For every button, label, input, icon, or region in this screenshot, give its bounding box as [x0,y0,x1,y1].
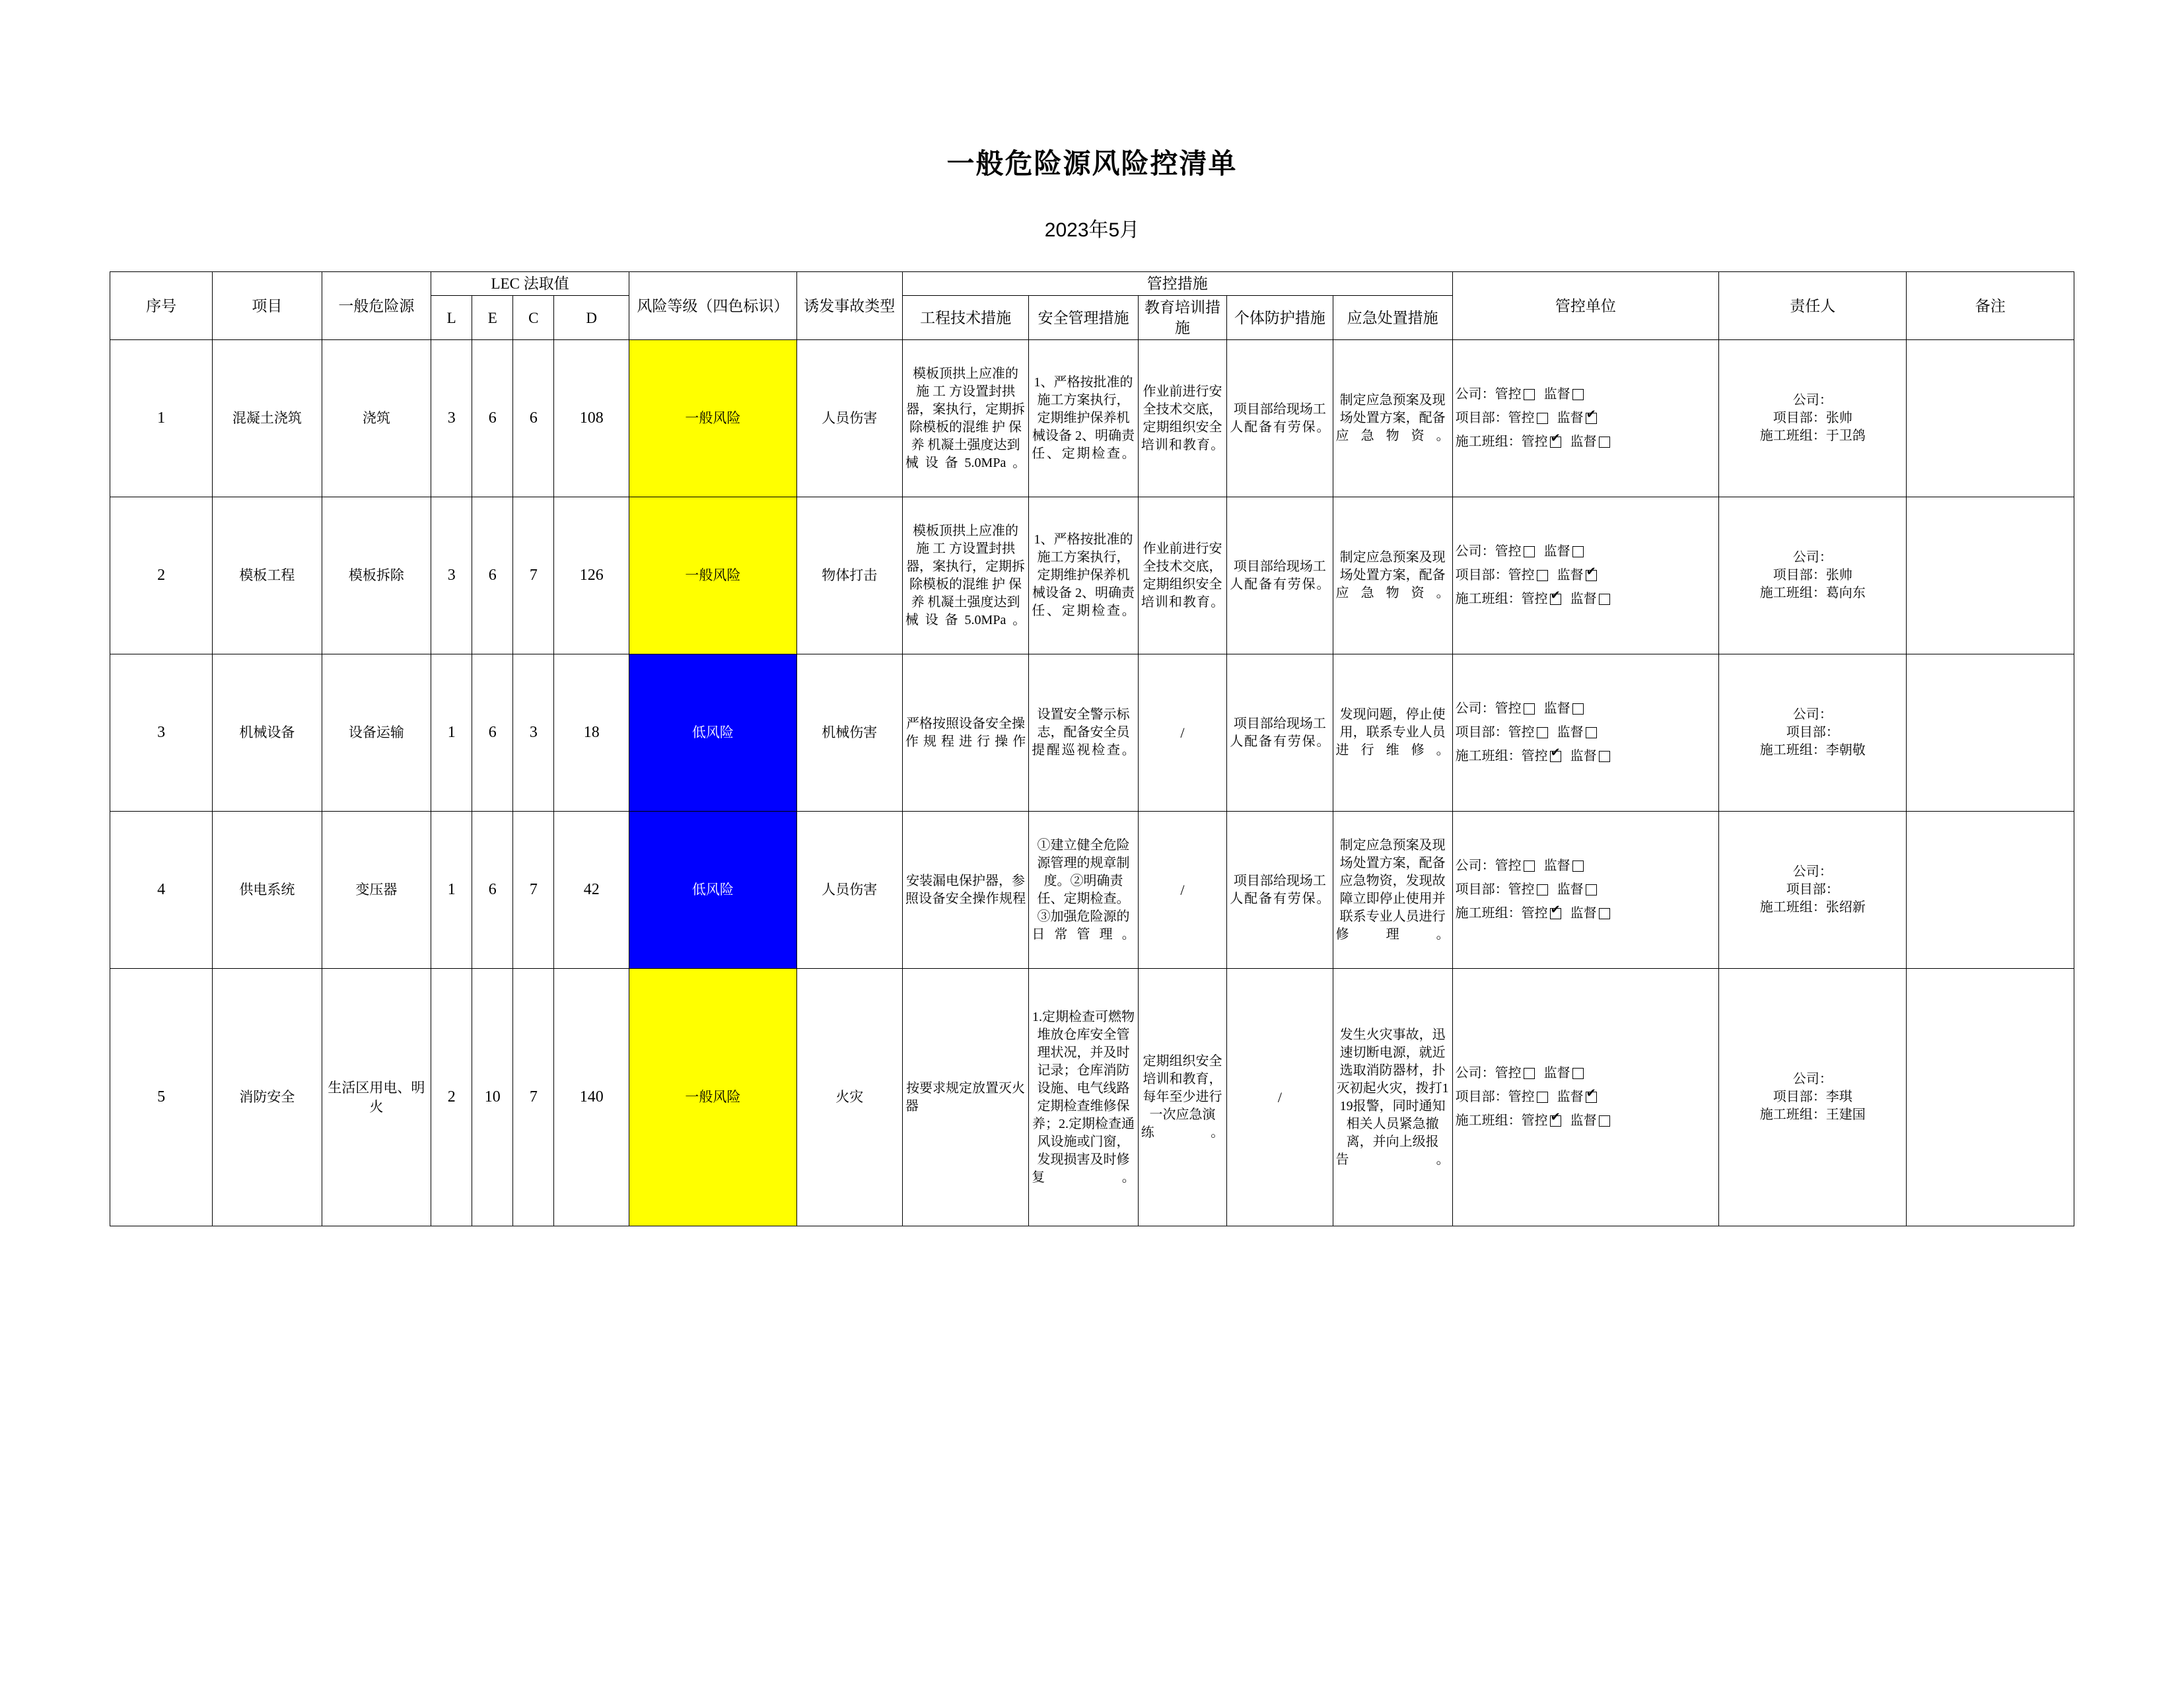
supervise-checkbox[interactable] [1599,1115,1610,1127]
responsible-line: 项目部：张帅 [1773,568,1852,583]
control-unit-label: 施工班组： [1455,1113,1522,1129]
cell-accident-type: 物体打击 [796,497,902,654]
cell-measure-ppe: 项目部给现场工人配备有劳保。 [1227,654,1333,812]
control-label: 管控 [1521,592,1548,607]
control-unit-row [1456,724,1716,742]
control-label: 管控 [1495,701,1522,717]
risk-level-badge: 低风险 [629,812,796,969]
risk-level-badge: 一般风险 [629,340,796,497]
responsible-line: 公司： [1792,864,1833,880]
table-body [110,340,2074,1226]
cell-responsible [1719,497,1907,654]
control-label: 管控 [1521,906,1548,921]
supervise-label: 监督 [1570,749,1597,764]
table-row [110,340,2074,497]
cell-lec-e: 6 [472,340,513,497]
cell-hazard: 变压器 [322,812,431,969]
cell-measure-training: 作业前进行安全技术交底，定期组织安全培训和教育。 [1138,497,1226,654]
cell-measure-training: / [1138,654,1226,812]
supervise-checkbox[interactable] [1599,437,1610,448]
th-risk-level: 风险等级（四色标识） [629,272,796,340]
cell-lec-e: 6 [472,812,513,969]
cell-measure-engineering: 按要求规定放置灭火器 [902,969,1028,1226]
th-lec-d: D [554,296,629,340]
cell-control-unit [1452,812,1718,969]
responsible-line: 公司： [1792,707,1833,722]
supervise-label: 监督 [1543,701,1570,717]
responsible-line: 公司： [1792,393,1833,408]
page-subtitle: 2023年5月 [1044,219,1140,241]
th-m-emergency: 应急处置措施 [1333,296,1452,340]
cell-measure-ppe: 项目部给现场工人配备有劳保。 [1227,812,1333,969]
control-unit-row [1456,409,1716,427]
risk-level-badge: 一般风险 [629,497,796,654]
supervise-label: 监督 [1570,906,1597,921]
supervise-checkbox[interactable] [1572,703,1584,715]
cell-lec-c: 3 [513,654,554,812]
control-unit-label: 项目部： [1455,1090,1508,1105]
responsible-line: 施工班组：张绍新 [1759,900,1866,915]
cell-lec-c: 7 [513,812,554,969]
cell-seq: 1 [110,340,213,497]
document-page [0,142,2184,1686]
responsible-line: 公司： [1792,1072,1833,1087]
cell-lec-l: 1 [431,654,472,812]
supervise-label: 监督 [1570,1113,1597,1129]
control-checkbox[interactable] [1524,703,1535,715]
cell-lec-c: 6 [513,340,554,497]
control-unit-row [1456,543,1716,561]
cell-lec-c: 7 [513,497,554,654]
cell-seq: 2 [110,497,213,654]
cell-control-unit [1452,969,1718,1226]
control-checkbox[interactable] [1524,1068,1535,1079]
control-checkbox[interactable] [1537,413,1548,424]
control-unit-label: 公司： [1455,701,1495,717]
control-unit-label: 施工班组： [1455,906,1522,921]
cell-responsible [1719,969,1907,1226]
cell-measure-emergency: 发生火灾事故，迅速切断电源，就近选取消防器材，扑灭初起火灾，拨打119报警，同时通知相关人员紧急撤离，并向上级报告。 [1333,969,1452,1226]
risk-level-badge: 一般风险 [629,969,796,1226]
th-m-training: 教育培训措施 [1138,296,1226,340]
cell-lec-d: 42 [554,812,629,969]
supervise-checkbox[interactable] [1599,594,1610,605]
control-unit-row [1456,590,1716,608]
th-project: 项目 [213,272,322,340]
cell-seq: 4 [110,812,213,969]
cell-hazard: 设备运输 [322,654,431,812]
th-lec-group: LEC 法取值 [431,272,629,296]
supervise-label: 监督 [1557,725,1584,740]
risk-control-table [110,271,2074,1226]
cell-accident-type: 火灾 [796,969,902,1226]
responsible-line: 项目部：李琪 [1773,1090,1852,1105]
cell-measure-safety-mgmt: 1、严格按批准的施工方案执行，定期维护保养机械设备 2、明确责任、定期检查。 [1029,497,1139,654]
th-lec-l: L [431,296,472,340]
cell-project: 混凝土浇筑 [213,340,322,497]
control-checkbox[interactable] [1537,727,1548,738]
supervise-label: 监督 [1543,544,1570,559]
cell-remark [1907,340,2074,497]
th-seq: 序号 [110,272,213,340]
supervise-label: 监督 [1543,387,1570,402]
cell-project: 模板工程 [213,497,322,654]
control-unit-row [1456,1088,1716,1106]
supervise-label: 监督 [1557,568,1584,583]
cell-lec-l: 1 [431,812,472,969]
control-label: 管控 [1508,725,1535,740]
cell-measure-emergency: 制定应急预案及现场处置方案，配备应急物资。 [1333,497,1452,654]
supervise-checkbox[interactable] [1586,1092,1597,1103]
th-measures-group: 管控措施 [902,272,1452,296]
cell-seq: 3 [110,654,213,812]
responsible-line: 项目部：张帅 [1773,411,1852,426]
th-accident-type: 诱发事故类型 [796,272,902,340]
th-responsible: 责任人 [1719,272,1907,340]
cell-remark [1907,497,2074,654]
control-checkbox[interactable] [1524,389,1535,400]
cell-lec-d: 140 [554,969,629,1226]
control-checkbox[interactable] [1550,594,1561,605]
control-label: 管控 [1495,387,1522,402]
control-label: 管控 [1508,1090,1535,1105]
cell-measure-engineering: 安装漏电保护器，参照设备安全操作规程 [902,812,1028,969]
control-label: 管控 [1508,882,1535,897]
table-row [110,812,2074,969]
risk-level-badge: 低风险 [629,654,796,812]
cell-lec-d: 18 [554,654,629,812]
cell-measure-safety-mgmt: 设置安全警示标志，配备安全员提醒巡视检查。 [1029,654,1139,812]
cell-remark [1907,812,2074,969]
cell-responsible [1719,340,1907,497]
cell-measure-training: / [1138,812,1226,969]
cell-hazard: 生活区用电、明火 [322,969,431,1226]
th-control-unit: 管控单位 [1452,272,1718,340]
cell-remark [1907,654,2074,812]
cell-measure-emergency: 制定应急预案及现场处置方案，配备应急物资。 [1333,340,1452,497]
control-unit-row [1456,700,1716,718]
responsible-line: 公司： [1792,550,1833,565]
cell-measure-ppe: / [1227,969,1333,1226]
page-title: 一般危险源风险控清单 [946,148,1238,179]
cell-measure-ppe: 项目部给现场工人配备有劳保。 [1227,340,1333,497]
control-label: 管控 [1495,1066,1522,1081]
cell-measure-safety-mgmt: 1.定期检查可燃物堆放仓库安全管理状况，并及时记录；仓库消防设施、电气线路定期检查维修保养；2.定期检查通风设施或门窗，发现损害及时修复。 [1029,969,1139,1226]
cell-accident-type: 人员伤害 [796,812,902,969]
th-m-engineering: 工程技术措施 [902,296,1028,340]
supervise-checkbox[interactable] [1586,884,1597,896]
cell-measure-ppe: 项目部给现场工人配备有劳保。 [1227,497,1333,654]
cell-project: 消防安全 [213,969,322,1226]
supervise-checkbox[interactable] [1572,861,1584,872]
cell-remark [1907,969,2074,1226]
cell-lec-d: 126 [554,497,629,654]
supervise-checkbox[interactable] [1572,389,1584,400]
control-unit-row [1456,881,1716,899]
cell-measure-engineering: 严格按照设备安全操作规程进行操作 [902,654,1028,812]
control-label: 管控 [1521,749,1548,764]
cell-control-unit [1452,340,1718,497]
th-remark: 备注 [1907,272,2074,340]
control-label: 管控 [1508,568,1535,583]
supervise-label: 监督 [1543,859,1570,874]
control-unit-row [1456,1065,1716,1082]
control-unit-label: 公司： [1455,1066,1495,1081]
control-unit-label: 项目部： [1455,411,1508,426]
th-m-safety-mgmt: 安全管理措施 [1029,296,1139,340]
th-hazard: 一般危险源 [322,272,431,340]
cell-responsible [1719,812,1907,969]
control-unit-label: 公司： [1455,859,1495,874]
control-label: 管控 [1521,435,1548,450]
supervise-checkbox[interactable] [1586,413,1597,424]
supervise-label: 监督 [1570,592,1597,607]
cell-measure-training: 作业前进行安全技术交底，定期组织安全培训和教育。 [1138,340,1226,497]
cell-lec-l: 3 [431,497,472,654]
control-checkbox[interactable] [1550,1115,1561,1127]
cell-measure-engineering: 模板顶拱上应准的 施 工 方设置封拱器，案执行，定期拆除模板的混维 护 保 养 机凝土强度达到械设备5.0MPa。 [902,340,1028,497]
control-checkbox[interactable] [1537,570,1548,581]
responsible-line: 项目部： [1786,882,1839,897]
cell-lec-d: 108 [554,340,629,497]
control-unit-label: 项目部： [1455,882,1508,897]
control-unit-label: 项目部： [1455,725,1508,740]
control-checkbox[interactable] [1524,546,1535,557]
cell-accident-type: 机械伤害 [796,654,902,812]
cell-project: 供电系统 [213,812,322,969]
cell-accident-type: 人员伤害 [796,340,902,497]
control-unit-row [1456,1112,1716,1130]
control-unit-label: 公司： [1455,387,1495,402]
control-checkbox[interactable] [1550,751,1561,762]
supervise-label: 监督 [1557,1090,1584,1105]
th-lec-c: C [513,296,554,340]
control-unit-row [1456,433,1716,451]
table-row [110,497,2074,654]
cell-lec-e: 10 [472,969,513,1226]
control-unit-label: 施工班组： [1455,749,1522,764]
cell-measure-emergency: 发现问题，停止使用，联系专业人员进行维修。 [1333,654,1452,812]
supervise-label: 监督 [1543,1066,1570,1081]
th-m-ppe: 个体防护措施 [1227,296,1333,340]
cell-responsible [1719,654,1907,812]
control-label: 管控 [1508,411,1535,426]
table-header-row-1 [110,272,2074,296]
control-checkbox[interactable] [1537,1092,1548,1103]
control-unit-label: 公司： [1455,544,1495,559]
cell-measure-safety-mgmt: 1、严格按批准的施工方案执行，定期维护保养机械设备 2、明确责任、定期检查。 [1029,340,1139,497]
cell-control-unit [1452,497,1718,654]
control-checkbox[interactable] [1537,884,1548,896]
control-checkbox[interactable] [1524,861,1535,872]
control-unit-row [1456,905,1716,923]
cell-lec-c: 7 [513,969,554,1226]
control-unit-row [1456,386,1716,404]
supervise-checkbox[interactable] [1586,727,1597,738]
control-unit-row [1456,748,1716,765]
table-row [110,969,2074,1226]
risk-table-container [110,271,2074,1226]
supervise-checkbox[interactable] [1572,546,1584,557]
supervise-checkbox[interactable] [1599,908,1610,919]
responsible-line: 施工班组：于卫鸽 [1759,429,1866,444]
supervise-checkbox[interactable] [1586,570,1597,581]
cell-measure-safety-mgmt: ①建立健全危险源管理的规章制度。②明确责任、定期检查。③加强危险源的日常管理。 [1029,812,1139,969]
cell-lec-e: 6 [472,654,513,812]
cell-seq: 5 [110,969,213,1226]
th-lec-e: E [472,296,513,340]
control-label: 管控 [1495,544,1522,559]
control-unit-label: 项目部： [1455,568,1508,583]
supervise-label: 监督 [1557,411,1584,426]
supervise-label: 监督 [1557,882,1584,897]
supervise-checkbox[interactable] [1599,751,1610,762]
cell-project: 机械设备 [213,654,322,812]
cell-hazard: 模板拆除 [322,497,431,654]
control-label: 管控 [1521,1113,1548,1129]
control-unit-row [1456,567,1716,584]
responsible-line: 施工班组：葛向东 [1759,586,1866,601]
control-checkbox[interactable] [1550,437,1561,448]
control-unit-label: 施工班组： [1455,435,1522,450]
supervise-label: 监督 [1570,435,1597,450]
cell-lec-l: 3 [431,340,472,497]
responsible-line: 施工班组：王建国 [1759,1107,1866,1123]
control-label: 管控 [1495,859,1522,874]
control-unit-label: 施工班组： [1455,592,1522,607]
cell-measure-engineering: 模板顶拱上应准的 施 工 方设置封拱器，案执行，定期拆除模板的混维 护 保 养 机凝土强度达到械设备5.0MPa。 [902,497,1028,654]
cell-control-unit [1452,654,1718,812]
cell-measure-training: 定期组织安全培训和教育，每年至少进行一次应急演练。 [1138,969,1226,1226]
cell-lec-l: 2 [431,969,472,1226]
cell-hazard: 浇筑 [322,340,431,497]
control-unit-row [1456,857,1716,875]
cell-lec-e: 6 [472,497,513,654]
supervise-checkbox[interactable] [1572,1068,1584,1079]
responsible-line: 施工班组：李朝敬 [1759,743,1866,758]
responsible-line: 项目部： [1786,725,1839,740]
table-row [110,654,2074,812]
control-checkbox[interactable] [1550,908,1561,919]
cell-measure-emergency: 制定应急预案及现场处置方案，配备应急物资，发现故障立即停止使用并联系专业人员进行修理。 [1333,812,1452,969]
